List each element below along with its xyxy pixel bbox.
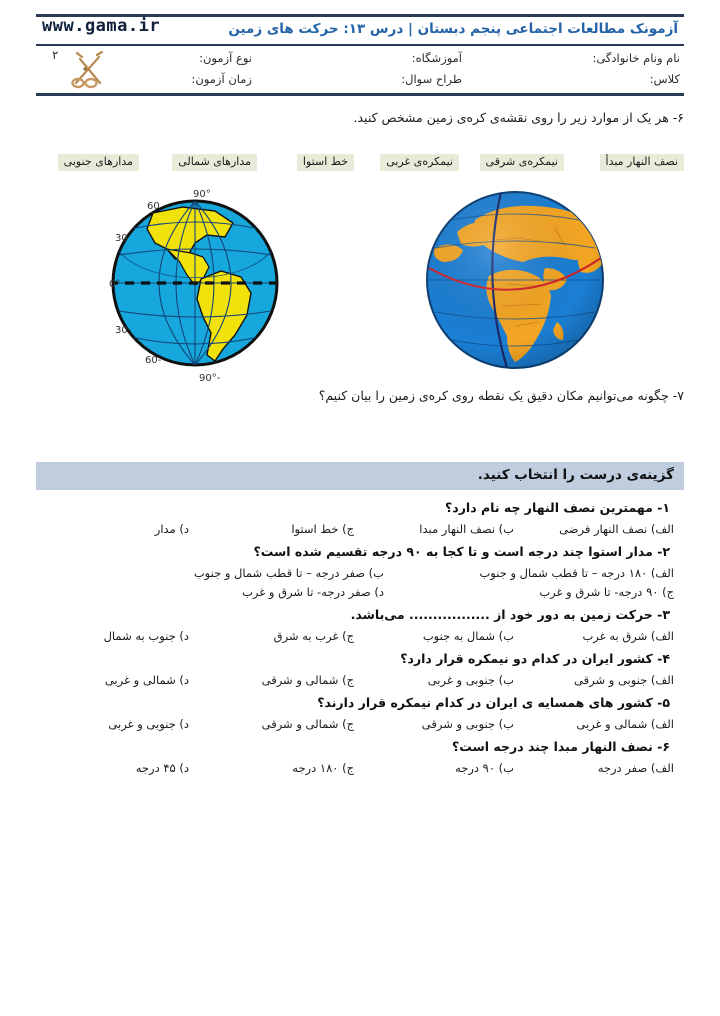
globe-eastern-hemisphere (415, 180, 615, 380)
question-4-option-d[interactable]: د) شمالی و غربی (104, 673, 189, 687)
question-3-option-c[interactable]: ج) غرب به شرق (273, 629, 354, 643)
question-4-options (36, 673, 684, 692)
question-5-options (36, 717, 684, 736)
question-5-option-c[interactable]: ج) شمالی و شرقی (261, 717, 354, 731)
mcq-list (36, 500, 684, 783)
question-5-stem: ۵- کشور های همسایه ی ایران در کدام نیمکره قرار دارند؟ (317, 695, 670, 710)
question-1-stem: ۱- مهمترین نصف النهار چه نام دارد؟ (445, 500, 670, 515)
header-rule-bottom (36, 93, 684, 96)
site-brand: www.gama.ir (42, 16, 161, 36)
question-4 (36, 651, 684, 692)
worksheet-title: آزمونک مطالعات اجتماعی پنجم دبستان | درس ۱۳: حرکت های زمین (228, 21, 678, 37)
question-2-option-b[interactable]: ب) صفر درجه – تا قطب شمال و جنوب (193, 566, 384, 580)
map-tag-prime-meridian: نصف النهار مبدأ (600, 154, 684, 171)
field-exam-time-label: زمان آزمون: (191, 72, 252, 86)
question-2 (36, 544, 684, 604)
map-tag-northern-parallels: مدارهای شمالی (172, 154, 257, 171)
question-3-option-d[interactable]: د) جنوب به شمال (103, 629, 189, 643)
lat-label-minus30: -30 (115, 325, 132, 336)
map-label-tags (36, 154, 684, 174)
question-5-option-b[interactable]: ب) جنوبی و شرقی (421, 717, 514, 731)
question-1-option-c[interactable]: ج) خط استوا (291, 522, 354, 536)
field-exam-type-label: نوع آزمون: (199, 51, 252, 65)
question-6-option-d[interactable]: د) ۴۵ درجه (135, 761, 189, 775)
globe-western-hemisphere (75, 183, 290, 383)
question-6-options (36, 761, 684, 780)
question-3-options (36, 629, 684, 648)
question-4-option-a[interactable]: الف) جنوبی و شرقی (574, 673, 674, 687)
question-3 (36, 607, 684, 648)
question-1-options (36, 522, 684, 541)
mcq-section-title: گزینه‌ی درست را انتخاب کنید. (477, 467, 674, 483)
lat-label-90: 90° (193, 189, 211, 200)
lat-label-60: 60 (147, 201, 160, 212)
lat-label-minus90: -90° (199, 373, 221, 383)
question-2-options-row-1 (36, 566, 684, 585)
map-tag-southern-parallels: مدارهای جنوبی (58, 154, 139, 171)
field-class-label: کلاس: (649, 72, 680, 86)
mcq-section-bar (36, 462, 684, 490)
question-4-stem: ۴- کشور ایران در کدام دو نیمکره قرار دارد؟ (400, 651, 670, 666)
question-1 (36, 500, 684, 541)
field-school-label: آموزشگاه: (411, 51, 462, 65)
question-5-option-a[interactable]: الف) شمالی و غربی (576, 717, 674, 731)
question-1-option-b[interactable]: ب) نصف النهار مبدا (419, 522, 514, 536)
question-1-option-d[interactable]: د) مدار (154, 522, 189, 536)
question-5 (36, 695, 684, 736)
question-3-option-a[interactable]: الف) شرق به غرب (582, 629, 674, 643)
field-designer-label: طراح سوال: (401, 72, 462, 86)
map-question-prompt: ۶- هر یک از موارد زیر را روی نقشه‌ی کره‌ی زمین مشخص کنید. (353, 110, 684, 125)
question-1-option-a[interactable]: الف) نصف النهار فرضی (559, 522, 674, 536)
map-tag-equator: خط استوا (297, 154, 354, 171)
question-6-stem: ۶- نصف النهار مبدا چند درجه است؟ (452, 739, 670, 754)
lat-label-30: 30 (115, 233, 128, 244)
question-2-stem: ۲- مدار استوا چند درجه است و تا کجا به ۹۰ درجه تقسیم شده است؟ (253, 544, 670, 559)
field-name-label: نام ونام خانوادگی: (592, 51, 680, 65)
question-6-option-b[interactable]: ب) ۹۰ درجه (455, 761, 514, 775)
map-tag-western-hemisphere: نیمکره‌ی غربی (380, 154, 459, 171)
student-info-grid (36, 47, 684, 92)
lat-label-0: 0° (109, 279, 121, 290)
question-2-option-c[interactable]: ج) ۹۰ درجه- تا شرق و غرب (539, 585, 674, 599)
page-number: ۲ (52, 48, 59, 62)
question-2-option-d[interactable]: د) صفر درجه- تا شرق و غرب (242, 585, 384, 599)
open-question-prompt: ۷- چگونه می‌توانیم مکان دقیق یک نقطه روی کره‌ی زمین را بیان کنیم؟ (318, 388, 684, 403)
question-2-option-a[interactable]: الف) ۱۸۰ درجه – تا قطب شمال و جنوب (479, 566, 674, 580)
question-6 (36, 739, 684, 780)
question-4-option-b[interactable]: ب) جنوبی و غربی (427, 673, 514, 687)
question-3-option-b[interactable]: ب) شمال به جنوب (422, 629, 514, 643)
question-6-option-c[interactable]: ج) ۱۸۰ درجه (292, 761, 354, 775)
map-tag-eastern-hemisphere: نیمکره‌ی شرقی (480, 154, 564, 171)
question-3-stem: ۳- حرکت زمین به دور خود از ................. می‌باشد. (350, 607, 670, 622)
question-6-option-a[interactable]: الف) صفر درجه (597, 761, 674, 775)
question-2-options-row-2 (36, 585, 684, 604)
question-4-option-c[interactable]: ج) شمالی و شرقی (261, 673, 354, 687)
page-header (36, 14, 684, 94)
header-rule-middle (36, 44, 684, 46)
question-5-option-d[interactable]: د) جنوبی و غربی (108, 717, 189, 731)
lat-label-minus60: -60 (145, 355, 162, 366)
